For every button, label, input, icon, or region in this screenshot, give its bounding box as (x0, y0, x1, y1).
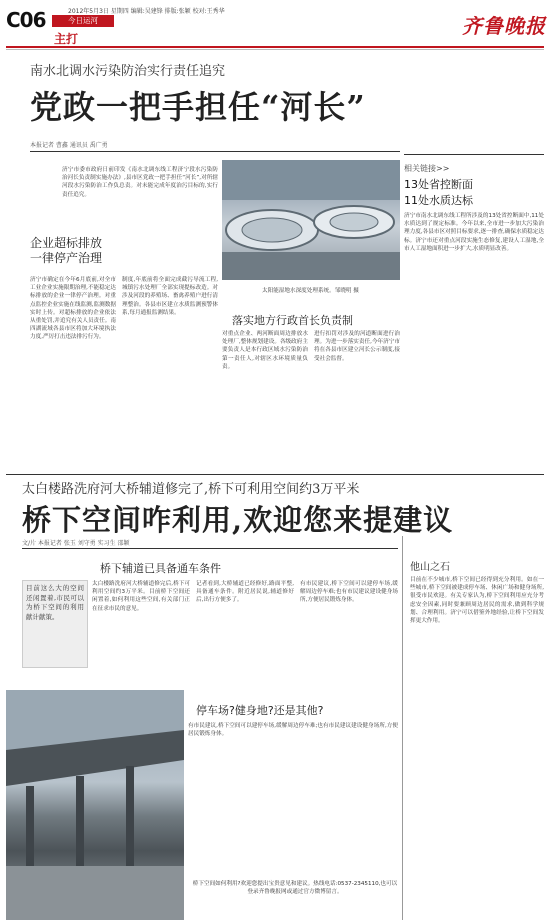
story2-headline: 桥下空间咋利用,欢迎您来提建议 (22, 503, 454, 537)
story2-column-1: 太白楼路洗府河大桥辅道修完后,桥下可利用空间约3万平米。目前桥下空间还闲置着,如何利用这些空间,有关部门正在征求市民的意见。 (92, 581, 190, 612)
photo-caption: 太阳能湿地水深度处理系统。邹晓明 摄 (262, 288, 359, 294)
pull-quote: 目前这么大的空间还闲置着,市民可以为桥下空间的利用献计献策。 (26, 584, 84, 621)
sidebar-title: 他山之石 (410, 562, 450, 573)
story1-kicker: 南水北调水污染防治实行责任追究 (30, 64, 226, 79)
story2-notice: 桥下空间如何利用?欢迎您提出宝贵意见和建议。热线电话:0537-2345110,也可以登录齐鲁晚报网或通过官方微博留言。 (192, 881, 398, 895)
top-rule-thin (6, 49, 544, 50)
story2-column-4: 有市民建议,桥下空间可以建停车场,缓解周边停车难;也有市民建议建设健身场所,方便居民锻炼身体。 (188, 723, 398, 738)
story1-byline: 本报记者 曹鑫 通讯员 禹广勇 (30, 142, 108, 149)
related-rule (404, 154, 544, 155)
newspaper-logo: 齐鲁晚报 (462, 14, 546, 38)
section-divider (6, 474, 544, 475)
date-line: 2012年5月3日 星期四 编辑:吴建锋 排版:张颖 校对:王秀华 (68, 8, 225, 15)
story2-byline: 文/片 本报记者 张玉 刘守勇 实习生 邵颖 (22, 540, 130, 547)
story2-column-2: 记者看到,大桥辅道已经修好,路面平整,具备通车条件。附近居民说,辅道修好后,出行方便多了。 (196, 581, 294, 604)
bridge-photo (6, 690, 184, 920)
story2-subhead-2: 停车场?健身地?还是其他? (196, 704, 324, 717)
story1-column-1: 济宁市确定在今年6月底前,对全市工业企业实施限期治理,不能稳定达标排放的企业一律停产治理。对重点监控企业实施在线监测,监测数据实时上传。对超标排放的企业依法从重处罚,并追究有关人员责任。南四湖流域各县市区将加大环境执法力度,严厉打击违法排污行为。 (30, 277, 116, 341)
story1-subhead-2: 落实地方行政首长负责制 (232, 314, 353, 327)
story2-subhead-1: 桥下辅道已具备通车条件 (100, 562, 221, 575)
divider (22, 548, 398, 549)
story1-lede: 济宁市委市政府日前印发《南水北调东线工程济宁段水污染防治河长负责制实施办法》,县市区党政一把手担任“河长”,对所辖河段水污染防治工作负总责。对未能完成年度治污目标的,实行责任追究。 (62, 167, 218, 198)
story1-column-5: 进行扣罚对涉及的河道断面进行治理。为进一步落实责任,今年济宁市将在各县市区建立河长公示制度,接受社会监督。 (314, 331, 400, 362)
related-headline-2: 11处水质达标 (404, 194, 473, 207)
section-name: 主打 (54, 32, 79, 46)
related-headline-1: 13处省控断面 (404, 178, 473, 191)
page-number: C06 (6, 8, 46, 32)
related-label: 相关链接>> (404, 164, 450, 173)
divider (30, 151, 400, 152)
bridge-underpass-graphic (6, 690, 184, 920)
related-body: 济宁市南水北调东线工程所涉及的13处省控断面中,11处水质达到了规定标准。今年以来,全市进一步加大污染治理力度,各县市区对照目标要求,逐一排查,确保水质稳定达标。济宁市还对重点河段实施生态修复,建设人工湿地,全市人工湿地面积进一步扩大,水质明显改善。 (404, 213, 544, 252)
story2-column-3: 有市民建议,桥下空间可以建停车场,缓解周边停车难;也有市民建议建设健身场所,方便居民锻炼身体。 (300, 581, 398, 604)
water-treatment-photo (222, 160, 400, 280)
treatment-tanks-graphic (222, 160, 400, 280)
story2-kicker: 太白楼路洗府河大桥辅道修完了,桥下可利用空间约3万平米 (22, 482, 360, 497)
section-tag: 今日运河 (52, 15, 114, 27)
story1-headline: 党政一把手担任“河长” (30, 88, 366, 126)
story1-column-4: 对重点企业、两河断面周边排放水处理厂,整体规划建设。各级政府主要负责人是本行政区域水污染防治第一责任人,对辖区水环境质量负责。 (222, 331, 308, 370)
sidebar-body: 目前在不少城市,桥下空间已经得到充分利用。如在一些城市,桥下空间被建成停车场、休闲广场和健身场所,很受市民欢迎。有关专家认为,桥下空间利用应充分考虑安全因素,同时要兼顾周边居民的需求,做到科学规划、合理利用。济宁可以借鉴外地经验,让桥下空间发挥更大作用。 (410, 577, 544, 625)
top-rule (6, 46, 544, 48)
story1-subhead-1: 企业超标排放 一律停产治理 (30, 236, 103, 265)
story1-column-2: 制度,年底前将全面完成截污导流工程,城镇污水处理厂全部实现提标改造。对涉及河段的养殖场、畜禽养殖户进行清理整治。各县市区建立水质监测预警体系,每月通报监测结果。 (122, 277, 218, 316)
